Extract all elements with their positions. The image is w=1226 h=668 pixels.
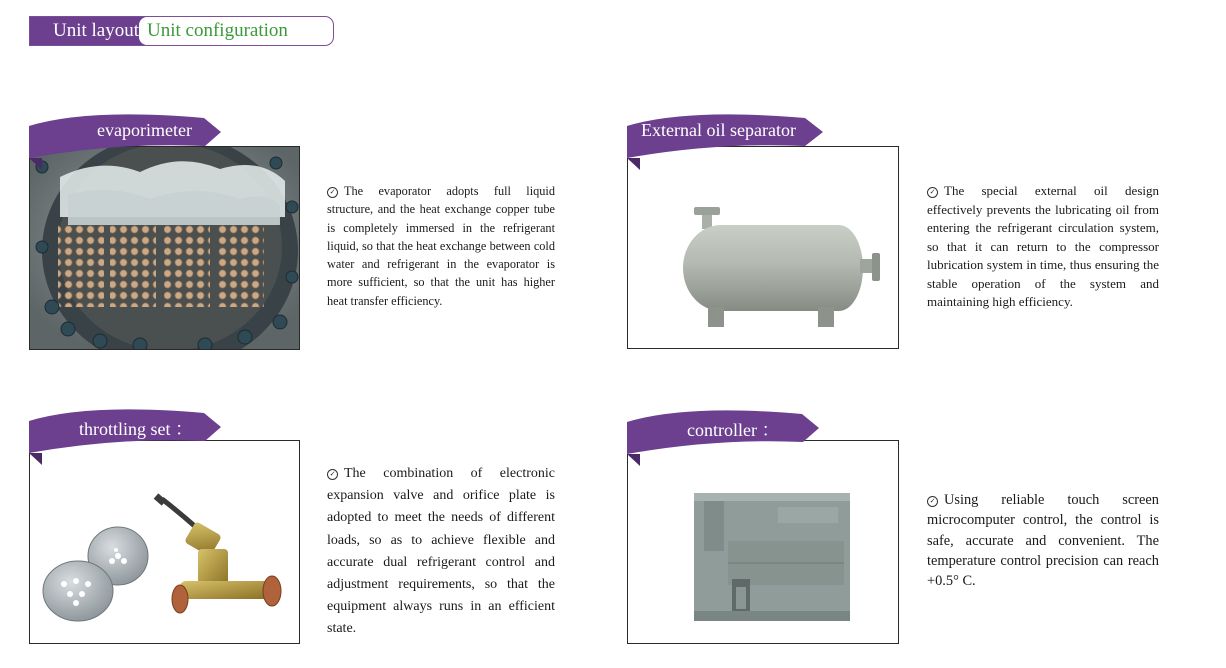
check-bullet-icon: ✓ — [327, 187, 338, 198]
evaporator-photo — [30, 147, 300, 350]
throttling-title: throttling set ： — [79, 419, 193, 439]
check-bullet-icon: ✓ — [927, 187, 938, 198]
oil-separator-photo — [628, 147, 899, 349]
header-tab-unit-layout: Unit layout — [53, 20, 140, 41]
controller-description — [927, 490, 1159, 591]
controller-photo — [628, 441, 899, 644]
check-bullet-icon: ✓ — [927, 496, 938, 507]
evaporimeter-text: The evaporator adopts full liquid structure, and the heat exchange copper tube is completely immersed in the refrigerant liquid, so that the heat exchange between cold water and refrigerant in the evaporator is more sufficient, so that the unit has higher heat transfer efficiency. — [327, 184, 555, 308]
evaporimeter-banner — [29, 112, 229, 172]
throttling-banner — [29, 407, 229, 467]
check-bullet-icon: ✓ — [327, 469, 338, 480]
controller-banner — [627, 408, 827, 468]
throttling-photo — [30, 441, 300, 644]
oil-separator-banner — [627, 112, 827, 172]
evaporimeter-description — [327, 182, 555, 310]
oil-separator-description — [927, 182, 1159, 312]
oil-separator-image-frame — [627, 146, 899, 349]
throttling-image-frame — [29, 440, 300, 644]
oil-separator-text: The special external oil design effectively prevents the lubricating oil from entering the refrigerant circulation system, so that it can return to the compressor lubrication system in time, thus ensuring the stable operation of the system and maintaining high efficiency. — [927, 183, 1159, 309]
section-header — [29, 16, 334, 46]
throttling-description — [327, 463, 555, 641]
controller-image-frame — [627, 440, 899, 644]
throttling-text: The combination of electronic expansion valve and orifice plate is adopted to meet the needs of different loads, so as to achieve flexible and accurate dual refrigerant control and adjustment requirements, so that the equipment always runs in an efficient state. — [327, 466, 555, 637]
controller-title: controller ： — [687, 420, 780, 440]
header-tab-unit-configuration: Unit configuration — [147, 20, 288, 41]
evaporimeter-image-frame — [29, 146, 300, 350]
evaporimeter-title: evaporimeter — [97, 120, 192, 140]
oil-separator-title: External oil separator — [641, 120, 796, 140]
controller-text: Using reliable touch screen microcomputer control, the control is safe, accurate and convenient. The temperature control precision can reach +0.5° C. — [927, 492, 1159, 590]
